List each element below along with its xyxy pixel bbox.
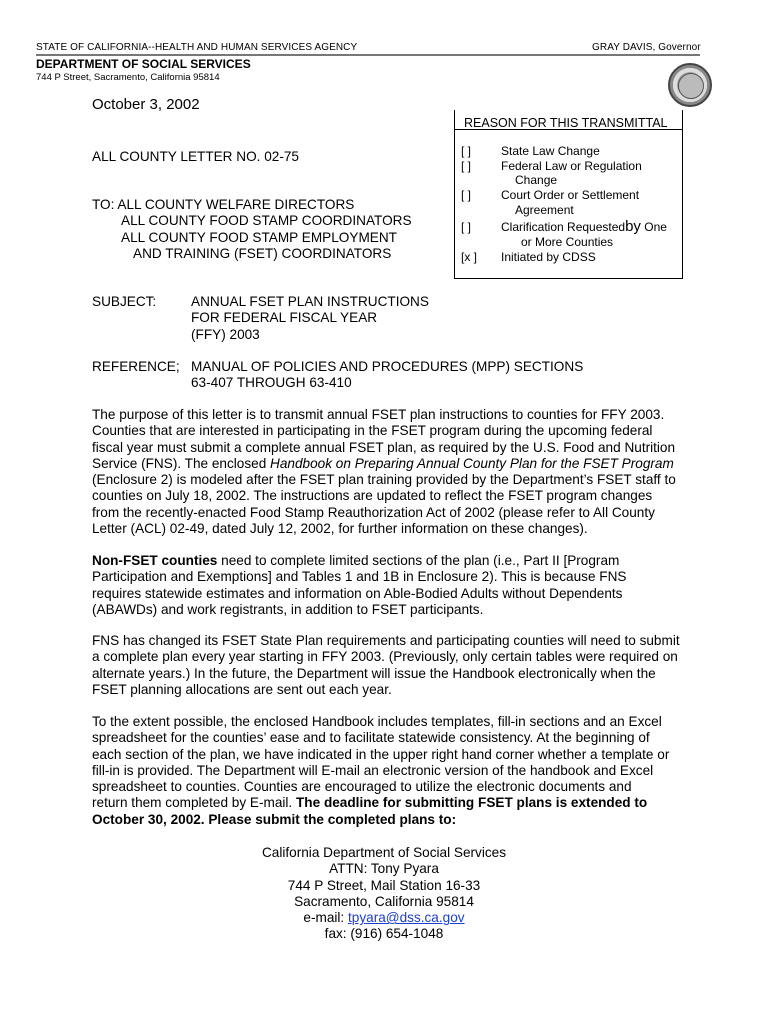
header-rule xyxy=(36,54,700,56)
paragraph-line: FSET planning allocations are sent out each year. xyxy=(92,681,392,697)
state-seal-icon xyxy=(668,63,712,107)
reason-checkbox-3: [ ] xyxy=(461,188,472,202)
paragraph-line: Participation and Exemptions] and Tables 1 and 1B in Enclosure 2). This is because FNS xyxy=(92,569,627,585)
reason-item-4 xyxy=(501,220,667,235)
contact-city: Sacramento, California 95814 xyxy=(294,893,474,909)
paragraph-fns-changes xyxy=(92,633,702,698)
governor-name: GRAY DAVIS, Governor xyxy=(592,42,701,53)
contact-org: California Department of Social Services xyxy=(261,845,507,860)
contact-email-line xyxy=(244,910,524,926)
reason-item-2-cont: Change xyxy=(515,173,558,187)
reason-checkbox-1: [ ] xyxy=(461,144,472,158)
reference-line-1: MANUAL OF POLICIES AND PROCEDURES (MPP) SECTIONS xyxy=(191,359,584,374)
paragraph-line xyxy=(92,456,702,472)
paragraph-purpose xyxy=(92,407,702,537)
paragraph-line: Letter (ACL) 02-49, dated July 12, 2002, for further information on these changes). xyxy=(92,521,588,537)
reason-item-3-cont: Agreement xyxy=(515,203,574,217)
reason-title: REASON FOR THIS TRANSMITTAL xyxy=(464,116,668,130)
paragraph-non-fset xyxy=(92,553,702,618)
non-fset-heading: Non-FSET counties xyxy=(92,553,218,568)
contact-street: 744 P Street, Mail Station 16-33 xyxy=(287,877,481,893)
paragraph-line: fill-in is provided. The Department will E-mail an electronic version of the handbook and Excel xyxy=(92,762,654,778)
contact-email-link[interactable]: tpyara@dss.ca.gov xyxy=(348,910,465,926)
department-address: 744 P Street, Sacramento, California 95814 xyxy=(36,72,220,83)
to-line-4: AND TRAINING (FSET) COORDINATORS xyxy=(133,246,392,261)
paragraph-text: Service (FNS). The enclosed xyxy=(92,455,271,471)
paragraph-line xyxy=(92,795,702,811)
contact-block xyxy=(244,845,524,943)
to-line-1: TO: ALL COUNTY WELFARE DIRECTORS xyxy=(92,197,355,212)
paragraph-line: (ABAWDs) and work registrants, in addition to FSET participants. xyxy=(92,601,484,617)
reason-item-1: State Law Change xyxy=(501,144,600,158)
paragraph-text: return them completed by E-mail. xyxy=(92,795,296,811)
subject-line-1: ANNUAL FSET PLAN INSTRUCTIONS xyxy=(191,294,429,309)
subject-line-2: FOR FEDERAL FISCAL YEAR xyxy=(191,310,378,325)
reference-line-2: 63-407 THROUGH 63-410 xyxy=(191,375,352,390)
reason-item-4-text: Clarification Requested xyxy=(501,220,626,234)
reason-item-4-cont: or More Counties xyxy=(521,235,614,249)
contact-attn: ATTN: Tony Pyara xyxy=(329,861,439,877)
handbook-title: Handbook on Preparing Annual County Plan for the FSET Program xyxy=(270,455,674,471)
paragraph-line: from the recently-enacted Food Stamp Reauthorization Act of 2002 (please refer to All County xyxy=(92,504,655,520)
reason-item-3: Court Order or Settlement xyxy=(501,188,640,202)
reason-item-2: Federal Law or Regulation xyxy=(501,159,642,173)
deadline-text: The deadline for submitting FSET plans is extended to xyxy=(296,795,648,811)
paragraph-line: spreadsheet to counties. Counties are encouraged to utilize the electronic documents and xyxy=(92,779,632,795)
to-line-2: ALL COUNTY FOOD STAMP COORDINATORS xyxy=(121,213,412,228)
reason-checkbox-5: [x ] xyxy=(461,250,478,264)
paragraph-line: To the extent possible, the enclosed Handbook includes templates, fill-in sections and an Excel xyxy=(92,714,662,729)
paragraph-line: a complete plan every year starting in FFY 2003. (Previously, only certain tables were required on xyxy=(92,649,678,665)
reason-checkbox-4: [ ] xyxy=(461,220,472,234)
reason-item-4-by: by xyxy=(625,218,641,235)
paragraph-line: Counties that are interested in participating in the FSET program during the upcoming federal xyxy=(92,423,653,439)
letter-date: October 3, 2002 xyxy=(92,96,200,113)
contact-fax: fax: (916) 654-1048 xyxy=(324,926,444,942)
paragraph-line: (Enclosure 2) is modeled after the FSET plan training provided by the Department’s FSET staff to xyxy=(92,472,676,488)
reason-item-5: Initiated by CDSS xyxy=(501,250,596,264)
paragraph-line: fiscal year must submit a complete annual FSET plan, as required by the U.S. Food and Nutrition xyxy=(92,439,676,455)
paragraph-line: spreadsheet for the counties’ ease and to facilitate statewide consistency. At the beginning of xyxy=(92,730,650,746)
paragraph-line: requires statewide estimates and information on Able-Bodied Adults without Dependents xyxy=(92,585,623,601)
letter-number: ALL COUNTY LETTER NO. 02-75 xyxy=(92,149,299,164)
contact-email-label: e-mail: xyxy=(303,910,348,926)
agency-name: STATE OF CALIFORNIA--HEALTH AND HUMAN SERVICES AGENCY xyxy=(36,42,358,53)
paragraph-handbook xyxy=(92,714,702,828)
reference-label: REFERENCE; xyxy=(92,359,180,374)
to-line-3: ALL COUNTY FOOD STAMP EMPLOYMENT xyxy=(121,230,397,245)
reason-checkbox-2: [ ] xyxy=(461,159,472,173)
paragraph-text: need to complete limited sections of the plan (i.e., Part II [Program xyxy=(217,553,620,568)
subject-label: SUBJECT: xyxy=(92,294,157,309)
paragraph-line: The purpose of this letter is to transmit annual FSET plan instructions to counties for FFY 2003. xyxy=(92,407,665,422)
paragraph-line xyxy=(92,553,702,569)
reason-title-rule xyxy=(454,129,683,130)
paragraph-line: alternate years.) In the future, the Department will issue the Handbook electronically when the xyxy=(92,665,656,681)
paragraph-line: FNS has changed its FSET State Plan requirements and participating counties will need to submit xyxy=(92,633,680,648)
subject-line-3: (FFY) 2003 xyxy=(191,327,260,342)
department-name: DEPARTMENT OF SOCIAL SERVICES xyxy=(36,57,251,71)
paragraph-line: each section of the plan, we have indicated in the upper right hand corner whether a template or xyxy=(92,746,670,762)
paragraph-line: October 30, 2002. Please submit the completed plans to: xyxy=(92,811,457,827)
paragraph-line: counties on July 18, 2002. The instructions are updated to reflect the FSET program changes xyxy=(92,488,653,504)
reason-item-4-end: One xyxy=(640,220,667,234)
